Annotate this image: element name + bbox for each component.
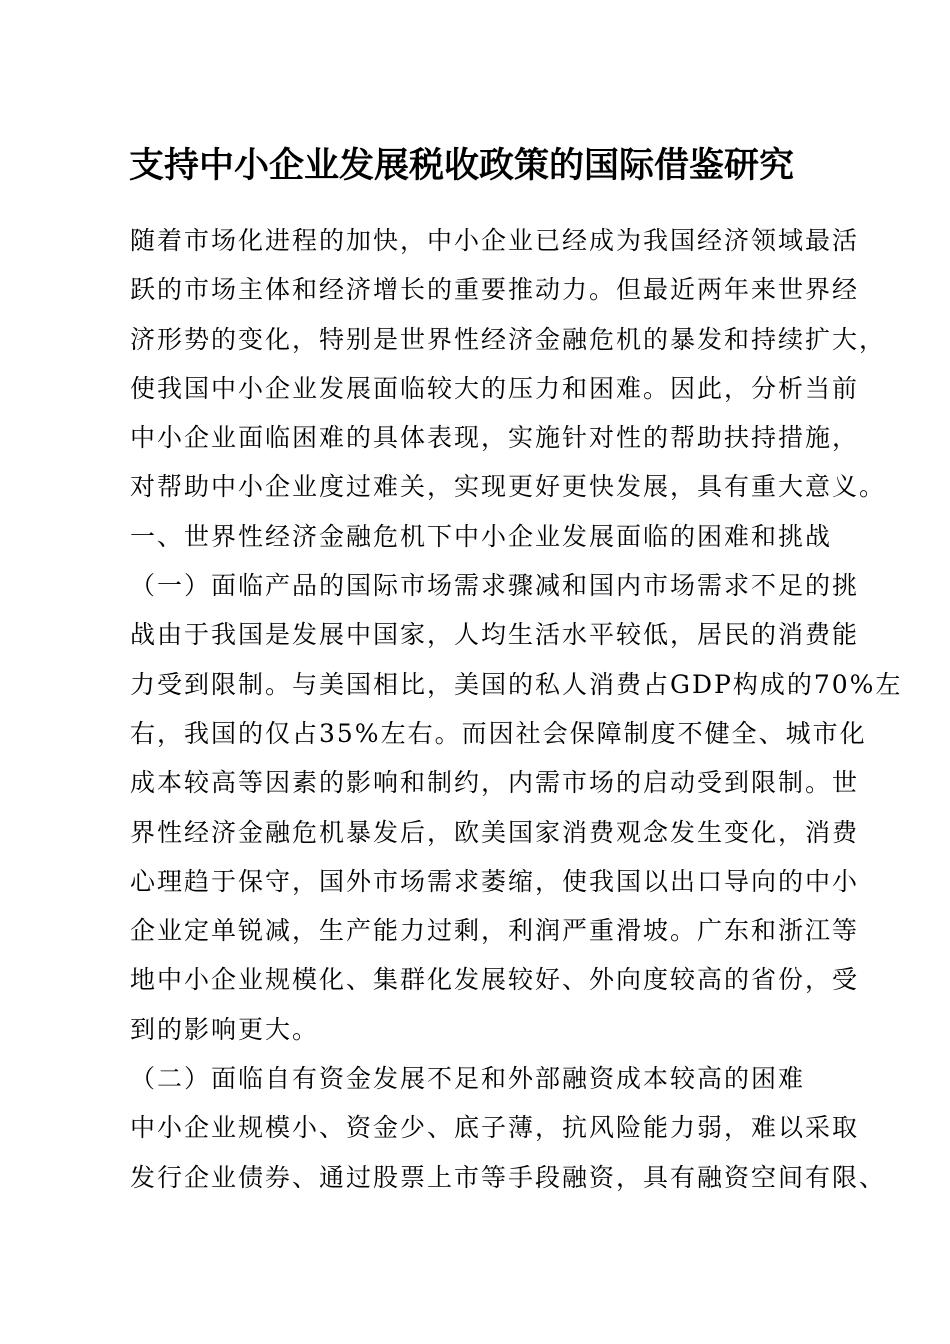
body-line: 右，我国的仅占35%左右。而因社会保障制度不健全、城市化 xyxy=(130,718,867,748)
body-line: 地中小企业规模化、集群化发展较好、外向度较高的省份，受 xyxy=(130,965,860,995)
body-line: 到的影响更大。 xyxy=(130,1014,320,1044)
body-line: 企业定单锐减，生产能力过剩，利润严重滑坡。广东和浙江等 xyxy=(130,916,860,946)
body-line: 心理趋于保守，国外市场需求萎缩，使我国以出口导向的中小 xyxy=(130,866,860,896)
document-title: 支持中小企业发展税收政策的国际借鉴研究 xyxy=(129,145,795,186)
body-line: 中小企业规模小、资金少、底子薄，抗风险能力弱，难以采取 xyxy=(130,1113,860,1143)
body-line: 跃的市场主体和经济增长的重要推动力。但最近两年来世界经 xyxy=(130,275,860,305)
body-line: 界性经济金融危机暴发后，欧美国家消费观念发生变化，消费 xyxy=(130,817,860,847)
body-line: 力受到限制。与美国相比，美国的私人消费占GDP构成的70%左 xyxy=(130,669,903,699)
subsection-heading: （一）面临产品的国际市场需求骤减和国内市场需求不足的挑 xyxy=(130,571,860,601)
body-line: 中小企业面临困难的具体表现，实施针对性的帮助扶持措施， xyxy=(130,423,860,453)
section-heading: 一、世界性经济金融危机下中小企业发展面临的困难和挑战 xyxy=(130,521,833,551)
body-line: 对帮助中小企业度过难关，实现更好更快发展，具有重大意义。 xyxy=(130,472,887,502)
body-line: 发行企业债券、通过股票上市等手段融资，具有融资空间有限、 xyxy=(130,1162,887,1192)
body-line: 成本较高等因素的影响和制约，内需市场的启动受到限制。世 xyxy=(130,768,860,798)
body-line: 济形势的变化，特别是世界性经济金融危机的暴发和持续扩大， xyxy=(130,324,887,354)
body-line: 随着市场化进程的加快，中小企业已经成为我国经济领域最活 xyxy=(130,226,860,255)
body-line: 使我国中小企业发展面临较大的压力和困难。因此，分析当前 xyxy=(130,373,860,403)
document-body xyxy=(130,216,903,1202)
subsection-heading: （二）面临自有资金发展不足和外部融资成本较高的困难 xyxy=(130,1064,806,1094)
body-line: 战由于我国是发展中国家，人均生活水平较低，居民的消费能 xyxy=(130,620,860,650)
